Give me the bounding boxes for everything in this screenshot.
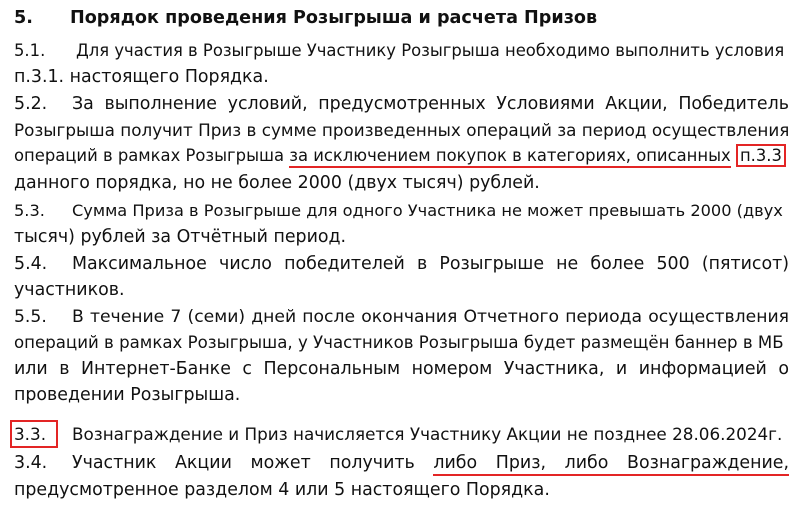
clause-5-2-line-4 [14,171,789,195]
clause-5-5-line-1 [14,305,789,329]
clause-text: За выполнение условий, предусмотренных Условиями Акции, Победитель [72,94,789,114]
clause-number: 3.4. [14,453,48,473]
clause-text: В течение 7 (семи) дней после окончания Отчетного периода осуществления [72,307,789,327]
clause-5-2-line-1 [14,92,789,116]
clause-text: проведении Розыгрыша. [14,385,241,405]
clause-5-3-line-1 [14,199,789,223]
clause-text: п.3.1. настоящего Порядка. [14,67,269,87]
clause-5-2-line-3 [14,144,789,168]
clause-5-4-line-2 [14,278,789,302]
clause-number: 5.1. [14,41,46,60]
clause-number: 5.4. [14,254,48,274]
clause-text: участников. [14,280,125,300]
section-heading [14,6,789,30]
clause-text: Для участия в Розыгрыше Участнику Розыгрыша необходимо выполнить условия [76,41,785,60]
clause-text: данного порядка, но не более 2000 (двух тысяч) рублей. [14,173,540,193]
clause-number: 5.3. [14,201,45,220]
section-title: Порядок проведения Розыгрыша и расчета Призов [70,8,598,28]
clause-5-5-line-2 [14,331,789,355]
clause-5-2-line-2 [14,118,789,142]
clause-3-4-line-2 [14,478,789,502]
clause-5-4-line-1 [14,252,789,276]
clause-5-5-line-4 [14,383,789,407]
clause-text: Максимальное число победителей в Розыгрыше не более 500 (пятисот) [72,254,789,274]
clause-text: Сумма Приза в Розыгрыше для одного Участника не может превышать 2000 (двух [72,201,783,220]
highlight-underline-choice: либо Приз, либо Вознаграждение, [433,453,789,476]
clause-text: операций в рамках Розыгрыша [14,146,290,165]
clause-5-1-line-2 [14,65,789,89]
clause-text: Вознаграждение и Приз начисляется Участнику Акции не позднее 28.06.2024г. [72,424,783,444]
clause-text: предусмотренное разделом 4 или 5 настоящего Порядка. [14,480,550,500]
clause-text: Участник Акции может получить [72,453,434,473]
highlight-box-reference: п.3.3 [736,144,786,167]
clause-3-4-line-1 [14,451,789,475]
clause-text: операций в рамках Розыгрыша, у Участников Розыгрыша будет размещён баннер в МБ [14,333,784,352]
clause-3-3-line-1 [14,420,789,448]
clause-text: Розыгрыша получит Приз в сумме произведенных операций за период осуществления [14,120,790,140]
clause-text: или в Интернет-Банке с Персональным номером Участника, и информацией о [14,359,789,379]
clause-5-5-line-3 [14,357,789,381]
section-number: 5. [14,8,33,28]
clause-5-3-line-2 [14,225,789,249]
highlight-underline-exclusion: за исключением покупок в категориях, описанных [289,146,730,168]
clause-text: тысяч) рублей за Отчётный период. [14,227,347,247]
highlight-box-clause-number: 3.3. [10,420,58,448]
clause-number: 5.5. [14,307,47,327]
clause-number: 5.2. [14,94,48,114]
clause-5-1-line-1 [14,39,789,63]
